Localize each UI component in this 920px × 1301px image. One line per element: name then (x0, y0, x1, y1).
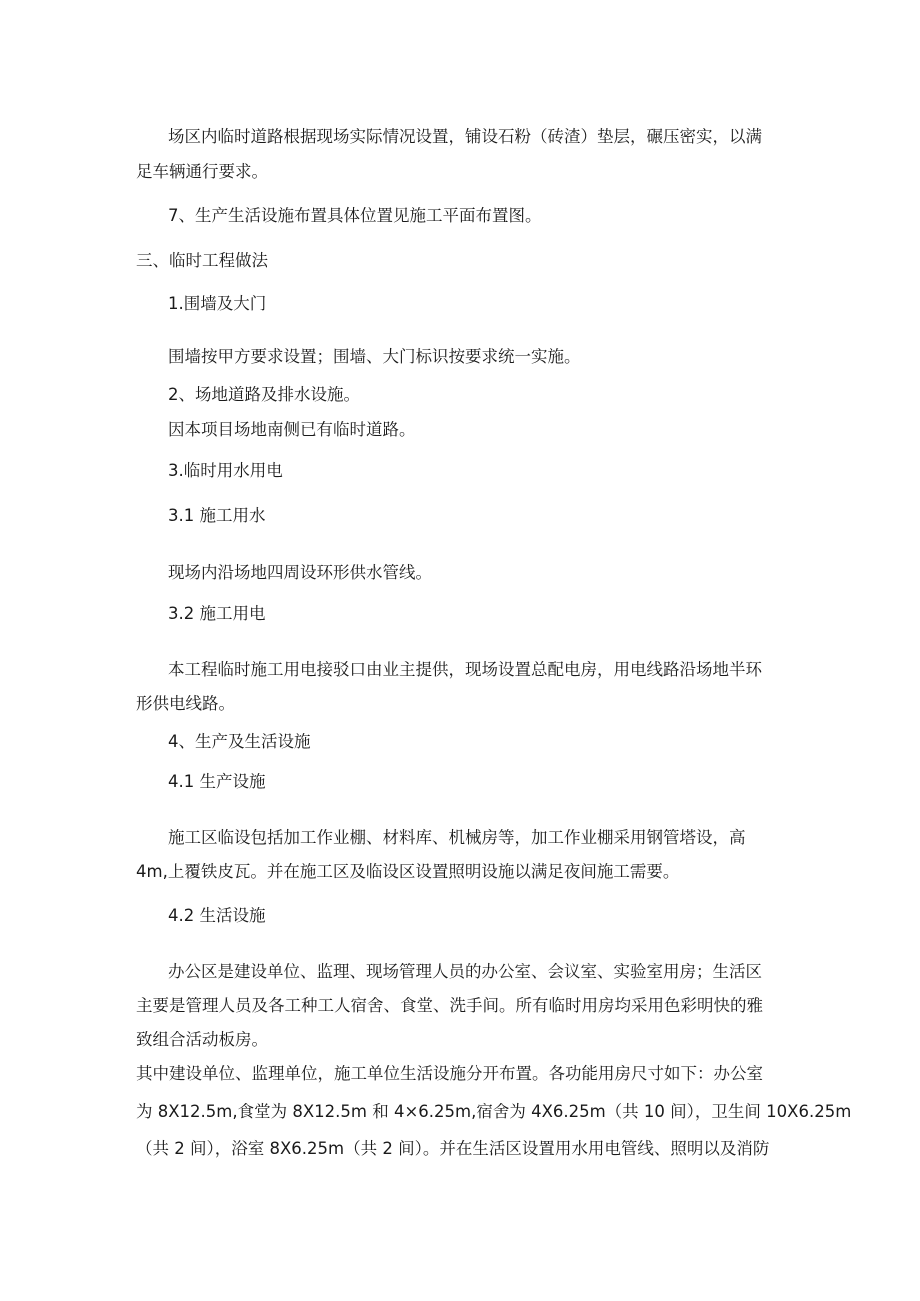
heading-water-power: 3.临时用水用电 (168, 461, 283, 480)
paragraph-dimensions-line1: 其中建设单位、监理单位，施工单位生活设施分开布置。各功能用房尺寸如下：办公室 (136, 1064, 763, 1083)
paragraph-living-line3: 致组合活动板房。 (136, 1030, 268, 1049)
paragraph-production-line2: 4m,上覆铁皮瓦。并在施工区及临设区设置照明设施以满足夜间施工需要。 (136, 862, 680, 881)
heading-production-facilities: 4.1 生产设施 (168, 772, 266, 791)
list-item-7: 7、生产生活设施布置具体位置见施工平面布置图。 (168, 206, 542, 225)
heading-road-drainage: 2、场地道路及排水设施。 (168, 385, 360, 404)
paragraph-living-line2: 主要是管理人员及各工种工人宿舍、食堂、洗手间。所有临时用房均采用色彩明快的雅 (136, 996, 763, 1015)
paragraph-water: 现场内沿场地四周设环形供水管线。 (168, 563, 432, 582)
heading-construction-water: 3.1 施工用水 (168, 506, 266, 525)
heading-construction-power: 3.2 施工用电 (168, 604, 266, 623)
paragraph-road-line1: 场区内临时道路根据现场实际情况设置，铺设石粉（砖渣）垫层，碾压密实，以满 (168, 127, 762, 146)
section-heading-3: 三、临时工程做法 (136, 251, 268, 270)
paragraph-dimensions-line2: 为 8X12.5m,食堂为 8X12.5m 和 4×6.25m,宿舍为 4X6.25m（共 10 间），卫生间 10X6.25m (136, 1102, 852, 1121)
paragraph-dimensions-line3: （共 2 间），浴室 8X6.25m（共 2 间）。并在生活区设置用水用电管线、照明以及消防 (136, 1139, 770, 1158)
paragraph-production-line1: 施工区临设包括加工作业棚、材料库、机械房等，加工作业棚采用钢管塔设，高 (168, 828, 746, 847)
heading-living-facilities: 4.2 生活设施 (168, 906, 266, 925)
heading-wall-gate: 1.围墙及大门 (168, 294, 267, 313)
paragraph-power-line1: 本工程临时施工用电接驳口由业主提供，现场设置总配电房，用电线路沿场地半环 (168, 660, 762, 679)
paragraph-power-line2: 形供电线路。 (136, 694, 235, 713)
paragraph-living-line1: 办公区是建设单位、监理、现场管理人员的办公室、会议室、实验室用房；生活区 (168, 962, 762, 981)
paragraph-road-south: 因本项目场地南侧已有临时道路。 (168, 420, 416, 439)
paragraph-wall: 围墙按甲方要求设置；围墙、大门标识按要求统一实施。 (168, 347, 581, 366)
heading-production-living: 4、生产及生活设施 (168, 732, 311, 751)
paragraph-road-line2: 足车辆通行要求。 (136, 162, 268, 181)
